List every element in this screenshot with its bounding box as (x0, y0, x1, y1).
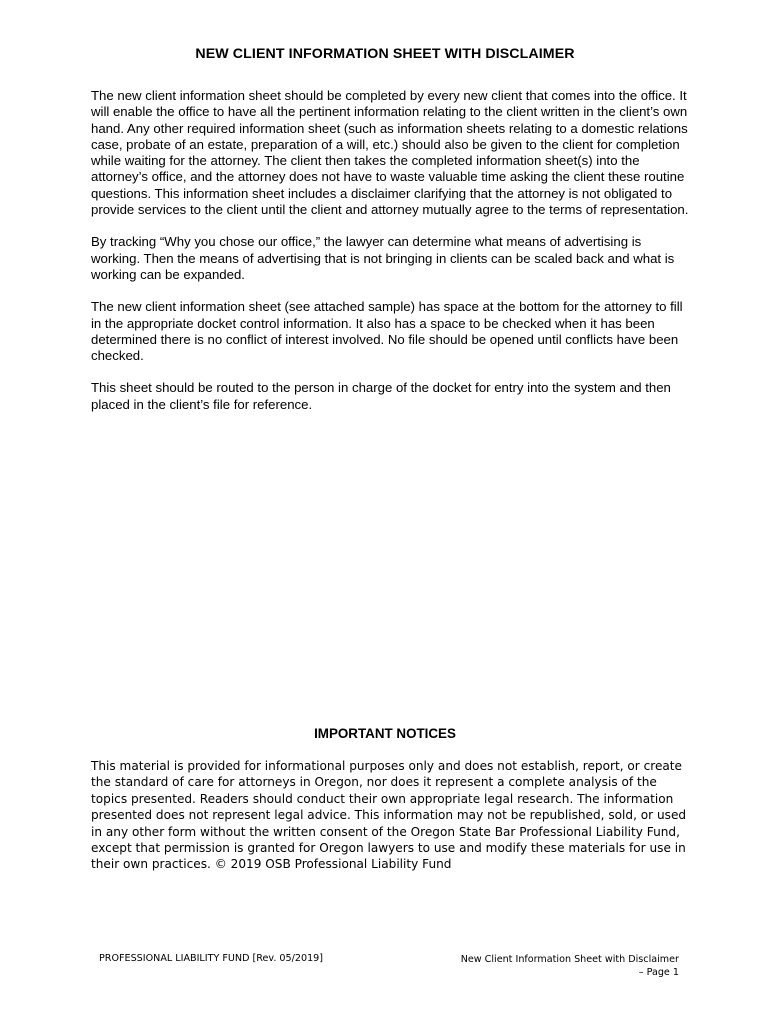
footer-doc-title: New Client Information Sheet with Disclaimer (460, 954, 679, 965)
paragraph-intro: The new client information sheet should be completed by every new client that comes into the office. It will enable the office to have all the pertinent information relating to the client written in the client’s own hand. Any other required information sheet (such as information sheets relating to a domestic relations case, probate of an estate, preparation of a will, etc.) should also be given to the client for completion while waiting for the attorney. The client then takes the completed information sheet(s) into the attorney’s office, and the attorney does not have to waste valuable time asking the client these routine questions. This information sheet includes a disclaimer clarifying that the attorney is not obligated to provide services to the client until the client and attorney mutually agree to the terms of representation. (91, 88, 689, 218)
notices-heading: IMPORTANT NOTICES (314, 726, 456, 741)
paragraph-advertising: By tracking “Why you chose our office,” the lawyer can determine what means of advertising is working. Then the means of advertising that is not bringing in clients can be scaled back and what is working can be expanded. (91, 234, 675, 282)
footer-page-number: – Page 1 (638, 967, 679, 978)
document-body (91, 88, 691, 429)
footer-right (379, 953, 679, 979)
paragraph-docket-control: The new client information sheet (see attached sample) has space at the bottom for the attorney to fill in the appropriate docket control information. It also has a space to be checked when it has been determined there is no conflict of interest involved. No file should be opened until conflicts have been checked. (91, 299, 683, 364)
notices-text: This material is provided for informational purposes only and does not establish, report, or create the standard of care for attorneys in Oregon, nor does it represent a complete analysis of the topics presented. Readers should conduct their own appropriate legal research. The information presented does not represent legal advice. This information may not be republished, sold, or used in any other form without the written consent of the Oregon State Bar Professional Liability Fund, except that permission is granted for Oregon lawyers to use and modify these materials for use in their own practices. © 2019 OSB Professional Liability Fund (91, 759, 687, 872)
document-title: NEW CLIENT INFORMATION SHEET WITH DISCLAIMER (195, 46, 575, 62)
paragraph-routing: This sheet should be routed to the person in charge of the docket for entry into the system and then placed in the client’s file for reference. (91, 380, 671, 412)
footer-left: PROFESSIONAL LIABILITY FUND [Rev. 05/2019] (99, 953, 324, 964)
